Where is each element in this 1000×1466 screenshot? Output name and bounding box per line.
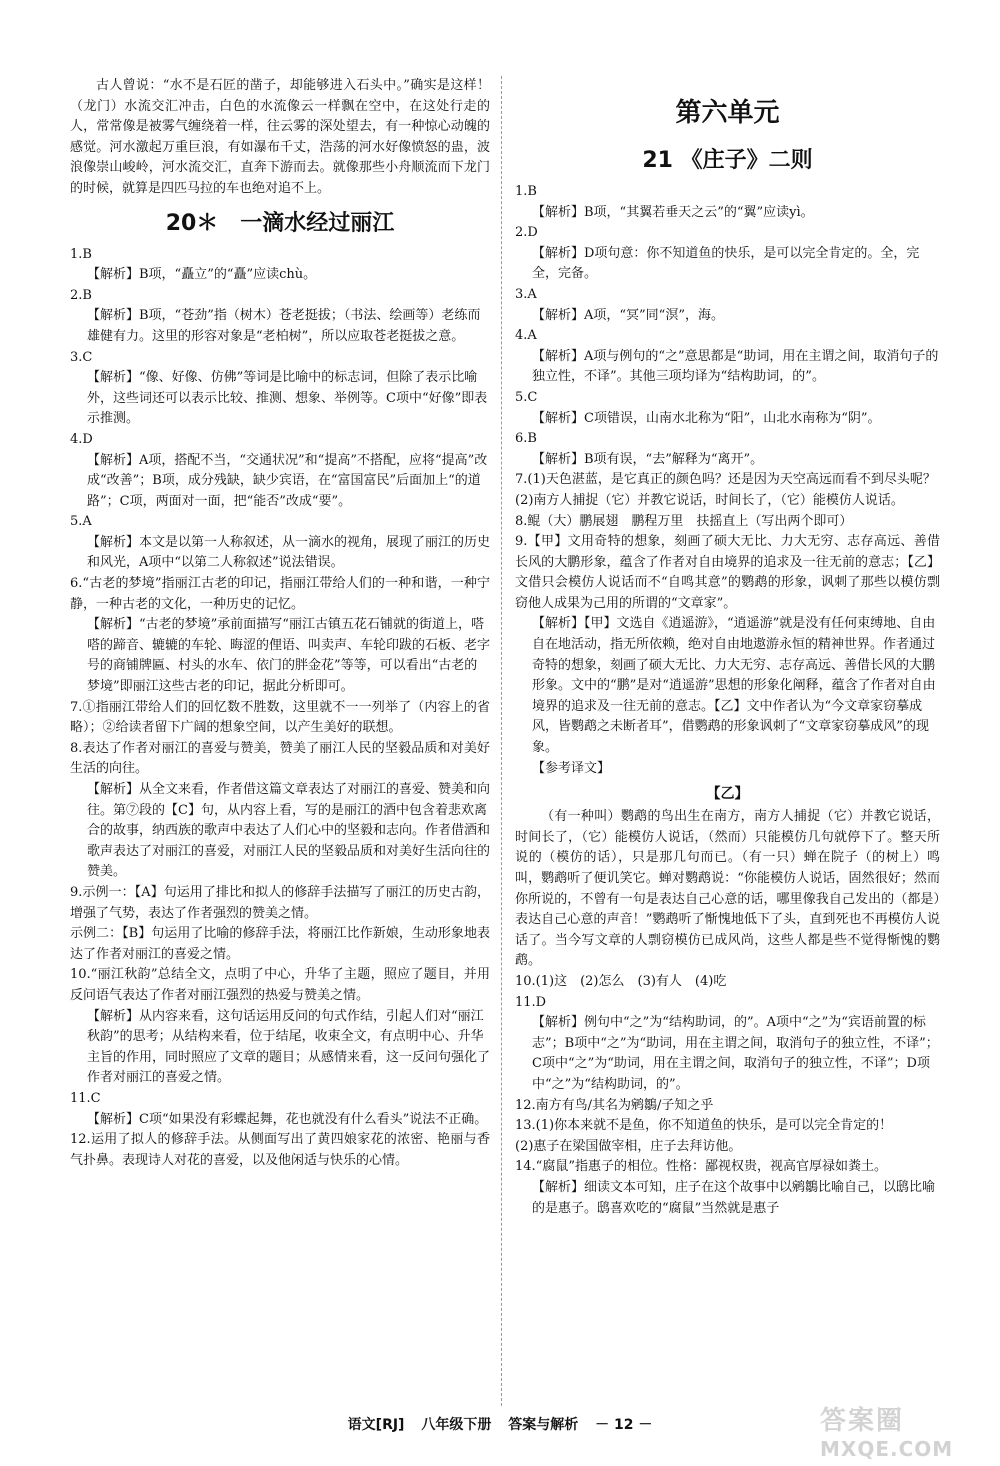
intro-paragraph: 古人曾说：“水不是石匠的凿子，却能够进入石头中。”确实是这样！（龙门）水流交汇冲击，白色的水流像云一样飘在空中，在这处行走的人，常常像是被雾气缠绕着一样，往云雾的深处望去，有一种惊心动魄的感觉。河水激起万重巨浪，有如瀑布千丈，浩荡的河水好像愤怒的蛊，波浪像崇山峻岭，河水流交汇，直奔下游而去。就像那些小舟顺流而下龙门的时候，就算是四匹马拉的车也绝对追不上。 <box>70 78 490 196</box>
answer-explanation: 【解析】细读文本可知，庄子在这个故事中以鹓鶵比喻自己，以鸱比喻的是惠子。鸱喜欢吃的“腐鼠”当然就是惠子 <box>532 1179 936 1216</box>
answer-item: 7.(1)天色湛蓝，是它真正的颜色吗？还是因为天空高远而看不到尽头呢？ (2)南方人捕捉（它）并教它说话，时间长了，（它）能模仿人说话。 <box>515 472 936 508</box>
watermark-logo <box>820 1400 990 1460</box>
unit-title: 第六单元 <box>675 98 780 128</box>
answer-item: 6.B <box>515 431 537 447</box>
answer-item: 11.D <box>515 994 547 1010</box>
answer-explanation: 【解析】从全文来看，作者借这篇文章表达了对丽江的喜爱、赞美和向往。第⑦段的【C】句，从内容上看，写的是丽江的酒中包含着悲欢离合的故事，纳西族的歌声中表达了人们心中的坚毅和志向。作者借酒和歌声表达了对丽江的喜爱，对丽江人民的坚毅品质和对美好生活向往的赞美。 <box>87 782 491 880</box>
answer-explanation: 【解析】A项，“冥”同“溟”，海。 <box>532 307 724 323</box>
column-divider <box>501 76 502 1406</box>
answer-item: 11.C <box>70 1090 101 1106</box>
footer-page-number: － 12 － <box>595 1417 653 1433</box>
answer-explanation: 【解析】A项，搭配不当，“交通状况”和“提高”不搭配，应将“提高”改成“改善”；B项，成分残缺，缺少宾语，在“富国富民”后面加上“的道路”；C项，两面对一面，把“能否”改成“要”。 <box>87 452 488 509</box>
reference-subtitle: 【乙】 <box>706 786 749 803</box>
answer-item: 9.【甲】文用奇特的想象，刻画了硕大无比、力大无穷、志存高远、善借长风的大鹏形象，蕴含了作者对自由境界的追求及一往无前的意志；【乙】文借只会模仿人说话而不“自鸣其意”的鹦鹉的形象，讽刺了那些以模仿剽窃他人成果为己用的所谓的“文章家”。 <box>515 534 940 611</box>
section-title: 21 《庄子》二则 <box>642 148 813 173</box>
answer-item: 9.示例一：【A】句运用了排比和拟人的修辞手法描写了丽江的历史古韵，增强了气势，表达了作者强烈的赞美之情。 示例二：【B】句运用了比喻的修辞手法，将丽江比作新娘，生动形象地表达了作者对丽江的喜爱之情。 <box>70 884 490 962</box>
answer-explanation: 【解析】C项“如果没有彩蝶起舞，花也就没有什么看头”说法不正确。 <box>87 1111 488 1127</box>
answer-explanation: 【解析】“像、好像、仿佛”等词是比喻中的标志词，但除了表示比喻外，这些词还可以表示比较、推测、想象、举例等。C项中“好像”即表示推测。 <box>87 370 488 427</box>
watermark-top: 答案圈 <box>820 1406 905 1436</box>
answer-item: 6.“古老的梦境”指丽江古老的印记，指丽江带给人们的一种和谐，一种宁静，一种古老的文化，一种历史的记忆。 <box>70 576 490 612</box>
answer-explanation: 【解析】B项有误，“去”解释为“离开”。 <box>532 451 764 467</box>
answer-item: 13.(1)你本来就不是鱼，你不知道鱼的快乐，是可以完全肯定的！ (2)惠子在梁国做宰相，庄子去拜访他。 <box>515 1118 893 1154</box>
answer-explanation: 【解析】【甲】文选自《逍遥游》，“逍遥游”就是没有任何束缚地、自由自在地活动，指无所依赖，绝对自由地遨游永恒的精神世界。作者通过奇特的想象，刻画了硕大无比、力大无穷、志存高远、善借长风的大鹏形象。文中的“鹏”是对“逍遥游”思想的形象化阐释，蕴含了作者对自由境界的追求及一往无前的意志。【乙】文中作者认为“今文章家窃摹成风，皆鹦鹉之未断者耳”，借鹦鹉的形象讽刺了“文章家窃摹成风”的现象。 <box>532 616 936 756</box>
answer-item: 2.B <box>70 287 92 303</box>
answer-explanation: 【解析】C项错误，山南水北称为“阳”，山北水南称为“阴”。 <box>532 410 881 426</box>
answer-item: 1.B <box>70 246 92 262</box>
answer-item: 4.D <box>70 431 93 447</box>
left-column <box>70 76 490 1171</box>
answer-item: 2.D <box>515 225 538 241</box>
answer-explanation: 【解析】本文是以第一人称叙述，从一滴水的视角，展现了丽江的历史和风光，A项中“以第二人称叙述”说法错误。 <box>87 534 491 571</box>
answer-item: 7.①指丽江带给人们的回忆数不胜数，这里就不一一列举了（内容上的省略）；②给读者留下广阔的想象空间，以产生美好的联想。 <box>70 699 490 736</box>
answer-explanation: 【解析】B项，“矗立”的“矗”应读chù。 <box>87 267 317 283</box>
answer-explanation: 【解析】例句中“之”为“结构助词，的”。A项中“之”为“宾语前置的标志”；B项中“之”为“助词，用在主谓之间，取消句子的独立性，不译”；C项中“之”为“助词，用在主谓之间，取消句子的独立性，不译”；D项中“之”为“结构助词，的”。 <box>532 1015 939 1092</box>
answer-item: 10.“丽江秋韵”总结全文，点明了中心，升华了主题，照应了题目，并用反问语气表达了作者对丽江强烈的热爱与赞美之情。 <box>70 967 490 1003</box>
reference-translation: （有一种叫）鹦鹉的鸟出生在南方，南方人捕捉（它）并教它说话，时间长了，（它）能模仿人说话，（然而）只能模仿几句就停下了。整天所说的（模仿的话），只是那几句而已。（有一只）蝉在院子（的树上）鸣叫，鹦鹉听了便讥笑它。蝉对鹦鹉说：“你能模仿人说话，固然很好；然而你所说的，不曾有一句是表达自己心意的话，哪里像我自己发出的（都是）表达自己心意的声音！”鹦鹉听了惭愧地低下了头，直到死也不再模仿人说话了。当今写文章的人剽窃模仿已成风尚，这些人都是些不觉得惭愧的鹦鹉。 <box>515 809 940 969</box>
footer-grade: 八年级下册 <box>421 1417 492 1433</box>
answer-explanation: 【解析】从内容来看，这句话运用反问的句式作结，引起人们对“丽江秋韵”的思考；从结构来看，位于结尾，收束全文，有点明中心、升华主旨的作用，同时照应了文章的题目；从感情来看，这一反问句强化了作者对丽江的喜爱之情。 <box>87 1008 491 1086</box>
answer-item: 5.C <box>515 389 538 405</box>
answer-item: 3.C <box>70 349 93 365</box>
answer-item: 12.运用了拟人的修辞手法。从侧面写出了黄四娘家花的浓密、艳丽与香气扑鼻。表现诗人对花的喜爱，以及他闲适与快乐的心情。 <box>70 1132 490 1168</box>
answer-item: 5.A <box>70 514 92 530</box>
watermark-bottom: MXQE.COM <box>820 1437 954 1461</box>
answer-item: 4.A <box>515 328 537 344</box>
answer-item: 3.A <box>515 286 537 302</box>
section-title: 20＊ 一滴水经过丽江 <box>165 210 395 236</box>
answer-item: 8.鲲（大）鹏展翅 鹏程万里 扶摇直上（写出两个即可） <box>515 513 853 529</box>
answer-item: 1.B <box>515 184 537 199</box>
footer-subject: 语文[RJ] <box>347 1417 405 1433</box>
right-column <box>515 76 940 1219</box>
reference-label: 【参考译文】 <box>532 760 611 776</box>
answer-explanation: 【解析】“古老的梦境”承前面描写“丽江古镇五花石铺就的街道上，嗒嗒的蹄音、辘辘的车轮、晦涩的俚语、叫卖声、车轮印跋的石板、老字号的商铺牌匾、村头的水车、依门的胖金花”等等，可以看出“古老的梦境”即丽江这些古老的印记，据此分析即可。 <box>87 617 491 695</box>
answer-explanation: 【解析】A项与例句的“之”意思都是“助词，用在主谓之间，取消句子的独立性，不译”。其他三项均译为“结构助词，的”。 <box>532 348 939 385</box>
answer-item: 8.表达了作者对丽江的喜爱与赞美，赞美了丽江人民的坚毅品质和对美好生活的向往。 <box>70 740 490 777</box>
answer-item: 10.(1)这 (2)怎么 (3)有人 (4)吃 <box>515 973 727 989</box>
answer-explanation: 【解析】D项句意：你不知道鱼的快乐，是可以完全肯定的。全，完全，完备。 <box>532 245 920 282</box>
footer-label: 答案与解析 <box>508 1417 579 1433</box>
answer-explanation: 【解析】B项，“苍劲”指（树木）苍老挺拔；（书法、绘画等）老练而雄健有力。这里的形容对象是“老柏树”，所以应取苍老挺拔之意。 <box>87 308 481 344</box>
answer-item: 14.“腐鼠”指惠子的相位。性格：鄙视权贵，视高官厚禄如粪土。 <box>515 1159 887 1175</box>
answer-item: 12.南方有鸟/其名为鹓鶵/子知之乎 <box>515 1097 714 1113</box>
answer-explanation: 【解析】B项，“其翼若垂天之云”的“翼”应读yì。 <box>532 204 814 220</box>
